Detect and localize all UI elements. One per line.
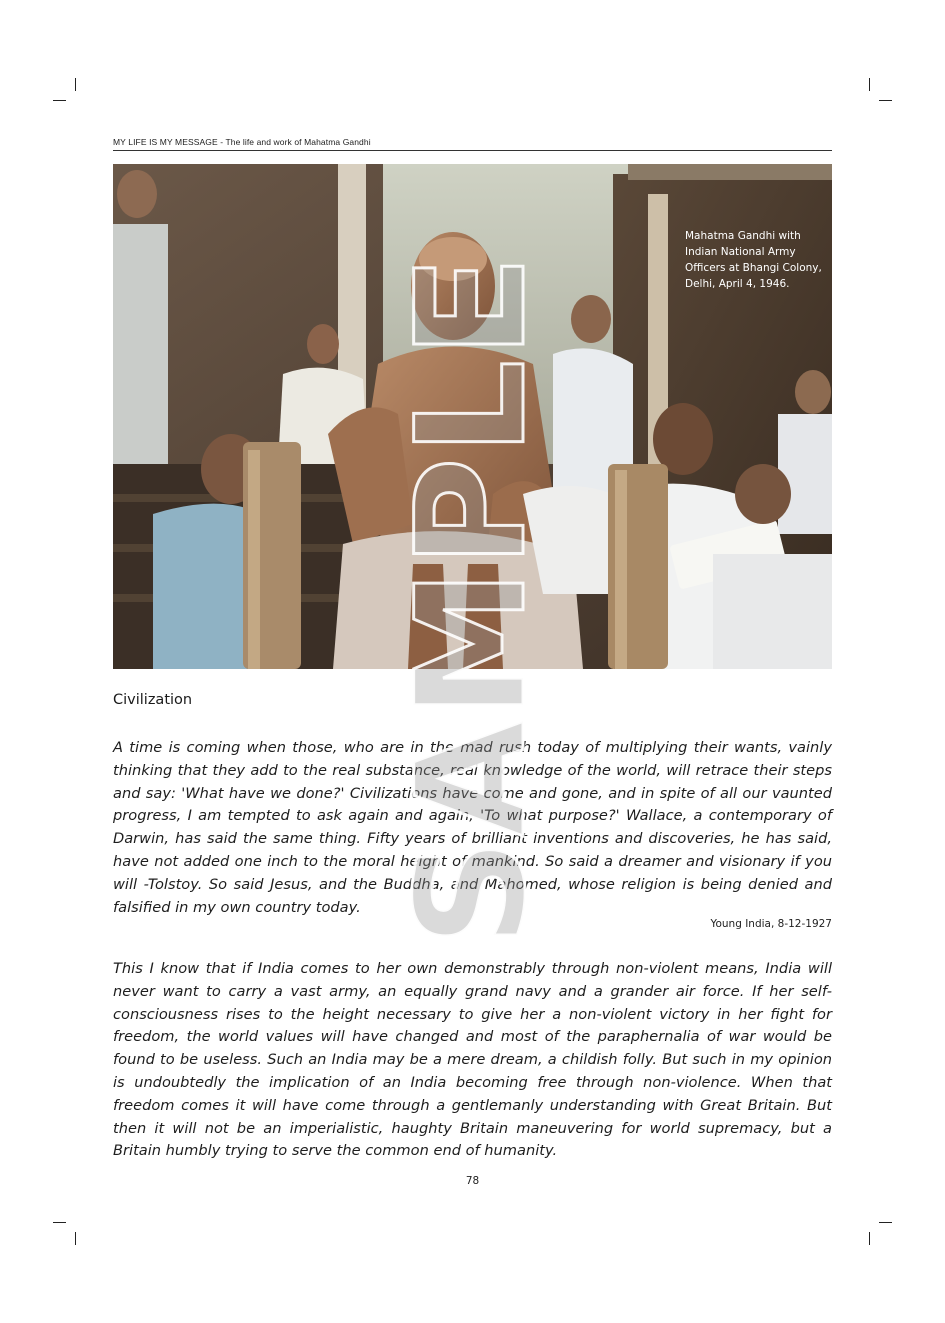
running-header: MY LIFE IS MY MESSAGE - The life and work of Mahatma Gandhi xyxy=(113,137,371,147)
crop-mark-bottom-left-vertical xyxy=(75,1232,76,1245)
section-title: Civilization xyxy=(113,692,193,708)
quote-paragraph-1: A time is coming when those, who are in the mad rush today of multiplying their wants, vainly thinking that they add to the real substance, real knowledge of the world, will retrace their steps and say: 'What have we done?' Civilizations have come and gone, and in spite of all our vaunted progress, I am tempted to ask again and again, 'To what purpose?' Wallace, a contemporary of Darwin, has said the same thing. Fifty years of brilliant inventions and discoveries, he has said, have not added one inch to the moral height of mankind. So said a dreamer and visionary if you will -Tolstoy. So said Jesus, and the Buddha, and Mahomed, whose religion is being denied and falsified in my own country today. xyxy=(113,739,832,916)
crop-mark-top-left-vertical xyxy=(75,78,76,91)
header-rule xyxy=(113,150,832,151)
photo-caption: Mahatma Gandhi with Indian National Army Officers at Bhangi Colony, Delhi, April 4, 1946. xyxy=(685,230,822,290)
crop-mark-bottom-right-horizontal xyxy=(879,1222,892,1223)
crop-mark-top-right-horizontal xyxy=(879,100,892,101)
crop-mark-bottom-right-vertical xyxy=(869,1232,870,1245)
quote-paragraph-2: This I know that if India comes to her own demonstrably through non-violent means, India will never want to carry a vast army, an equally grand navy and a grander air force. If her self-consciousness rises to the height necessary to give her a non-violent victory in her fight for freedom, the world values will have changed and most of the paraphernalia of war would be found to be useless. Such an India may be a mere dream, a childish folly. But such in my opinion is undoubtedly the implication of an India becoming free through non-violence. When that freedom comes it will have come through a gentlemanly understanding with Great Britain. But then it will not be an imperialistic, haughty Britain maneuvering for world supremacy, but a Britain humbly trying to serve the common end of humanity. xyxy=(113,960,832,1160)
crop-mark-top-left-horizontal xyxy=(53,100,66,101)
sample-watermark: SAMPLE xyxy=(385,253,559,947)
crop-mark-bottom-left-horizontal xyxy=(53,1222,66,1223)
crop-mark-top-right-vertical xyxy=(869,78,870,91)
page-number: 78 xyxy=(465,1175,480,1187)
quote-citation: Young India, 8-12-1927 xyxy=(710,918,832,930)
